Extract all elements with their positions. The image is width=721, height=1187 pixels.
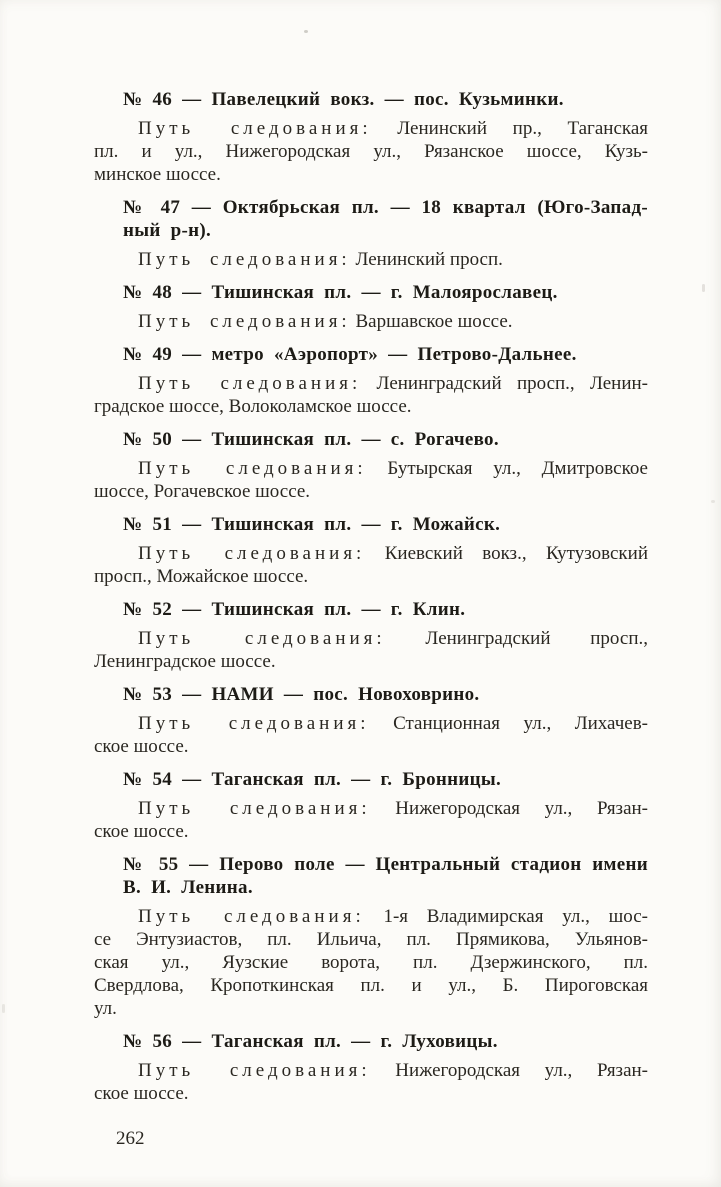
route-list xyxy=(94,88,648,1105)
page-number: 262 xyxy=(116,1128,145,1149)
route-path xyxy=(94,797,648,843)
route-heading-line: № 54 — Таганская пл. — г. Бронницы. xyxy=(123,769,502,790)
route-path-line: Свердлова, Кропоткинская пл. и ул., Б. Пироговская xyxy=(94,975,648,996)
route-heading-line: № 52 — Тишинская пл. — г. Клин. xyxy=(123,599,466,620)
route-path xyxy=(94,542,648,588)
route-heading-line: В. И. Ленина. xyxy=(123,877,253,898)
route-path-line: Путь следования: Нижегородская ул., Рязан- xyxy=(138,798,648,819)
route-path-label: Путь следования: xyxy=(138,543,366,564)
route-path-label: Путь следования: xyxy=(138,798,371,819)
route-path-line: ул. xyxy=(94,998,117,1019)
route-path-line: Ленинградское шоссе. xyxy=(94,651,276,672)
route-path-label: Путь следования: xyxy=(138,628,386,649)
route-path-line: ская ул., Яузские ворота, пл. Дзержинского, пл. xyxy=(94,952,648,973)
route-path-label: Путь следования: xyxy=(138,311,351,332)
route-path xyxy=(94,905,648,1020)
route-path-line: Путь следования: Бутырская ул., Дмитровское xyxy=(138,458,648,479)
route-path-line: ское шоссе. xyxy=(94,736,189,757)
route-entry xyxy=(94,1030,648,1105)
route-path xyxy=(94,457,648,503)
route-path xyxy=(94,248,648,271)
route-entry-heading xyxy=(94,853,648,899)
route-entry-heading xyxy=(94,683,648,706)
route-entry-heading xyxy=(94,768,648,791)
route-heading-line: № 55 — Перово поле — Центральный стадион имени xyxy=(123,854,648,875)
route-path-line: Путь следования: Ленинский пр., Таганская xyxy=(138,118,649,139)
route-heading-line: № 53 — НАМИ — пос. Новоховрино. xyxy=(123,684,480,705)
route-path xyxy=(94,310,648,333)
route-heading-line: № 50 — Тишинская пл. — с. Рогачево. xyxy=(123,429,499,450)
route-entry xyxy=(94,88,648,186)
route-entry xyxy=(94,281,648,333)
route-heading-line: № 46 — Павелецкий вокз. — пос. Кузьминки. xyxy=(123,89,564,110)
route-entry-heading xyxy=(94,281,648,304)
route-path-line: Путь следования: Ленинградский просп., xyxy=(138,628,648,649)
route-entry-heading xyxy=(94,1030,648,1053)
page-content xyxy=(94,88,648,1150)
route-path xyxy=(94,627,648,673)
route-path-line: Путь следования: Ленинградский просп., Ленин- xyxy=(138,373,648,394)
route-entry-heading xyxy=(94,196,648,242)
route-entry xyxy=(94,513,648,588)
route-path-line: се Энтузиастов, пл. Ильича, пл. Прямикова, Ульянов- xyxy=(94,929,648,950)
route-heading-line: № 47 — Октябрьская пл. — 18 квартал (Юго-Запад- xyxy=(123,197,648,218)
route-entry-heading xyxy=(94,88,648,111)
route-path-line: просп., Можайское шоссе. xyxy=(94,566,309,587)
route-heading-line: ный р-н). xyxy=(123,220,212,241)
scan-artifact xyxy=(702,284,705,292)
route-heading-line: № 48 — Тишинская пл. — г. Малоярославец. xyxy=(123,282,558,303)
route-path xyxy=(94,372,648,418)
route-entry xyxy=(94,343,648,418)
route-path-label: Путь следования: xyxy=(138,458,367,479)
route-path-label: Путь следования: xyxy=(138,906,365,927)
route-path-label: Путь следования: xyxy=(138,249,351,270)
scan-artifact xyxy=(2,1004,5,1013)
scan-artifact xyxy=(711,500,715,503)
route-heading-line: № 51 — Тишинская пл. — г. Можайск. xyxy=(123,514,501,535)
route-path-line: ское шоссе. xyxy=(94,1083,189,1104)
route-path xyxy=(94,117,648,186)
route-path-line: Путь следования: Ленинский просп. xyxy=(138,249,503,270)
route-path-line: пл. и ул., Нижегородская ул., Рязанское шоссе, Кузь- xyxy=(94,141,648,162)
route-heading-line: № 49 — метро «Аэропорт» — Петрово-Дальнее. xyxy=(123,344,577,365)
route-path-label: Путь следования: xyxy=(138,373,362,394)
route-path-line: ское шоссе. xyxy=(94,821,189,842)
route-entry-heading xyxy=(94,598,648,621)
scan-artifact xyxy=(304,30,308,33)
route-entry xyxy=(94,428,648,503)
route-entry-heading xyxy=(94,428,648,451)
route-heading-line: № 56 — Таганская пл. — г. Луховицы. xyxy=(123,1031,498,1052)
route-entry xyxy=(94,768,648,843)
route-path-label: Путь следования: xyxy=(138,1060,371,1081)
route-path-line: градское шоссе, Волоколамское шоссе. xyxy=(94,396,412,417)
route-path-line: Путь следования: Нижегородская ул., Рязан- xyxy=(138,1060,648,1081)
route-entry-heading xyxy=(94,513,648,536)
route-path-line: Путь следования: Станционная ул., Лихачев- xyxy=(138,713,649,734)
route-path xyxy=(94,1059,648,1105)
route-entry xyxy=(94,853,648,1020)
route-path-line: минское шоссе. xyxy=(94,164,221,185)
route-path-label: Путь следования: xyxy=(138,713,370,734)
route-entry xyxy=(94,683,648,758)
route-entry xyxy=(94,196,648,271)
route-path-line: Путь следования: Варшавское шоссе. xyxy=(138,311,513,332)
route-entry-heading xyxy=(94,343,648,366)
route-path-line: Путь следования: 1-я Владимирская ул., шос- xyxy=(138,906,648,927)
route-entry xyxy=(94,598,648,673)
route-path xyxy=(94,712,648,758)
route-path-line: Путь следования: Киевский вокз., Кутузовский xyxy=(138,543,648,564)
route-path-line: шоссе, Рогачевское шоссе. xyxy=(94,481,311,502)
route-path-label: Путь следования: xyxy=(138,118,372,139)
